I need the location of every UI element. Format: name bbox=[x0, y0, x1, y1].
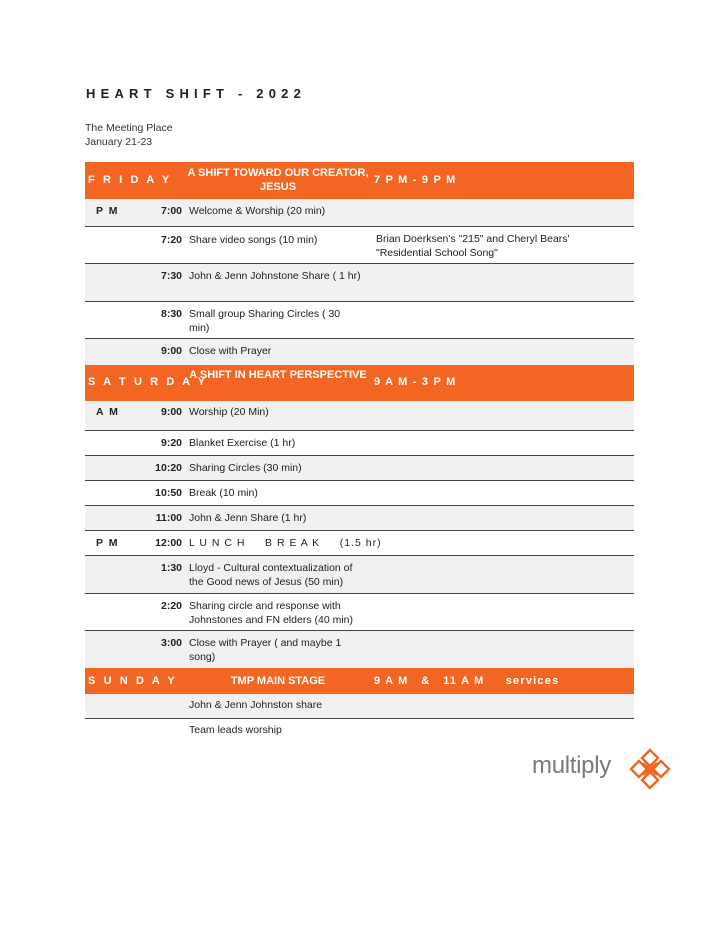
time-cell: 11:00 bbox=[155, 512, 182, 524]
table-row bbox=[85, 264, 634, 302]
theme-saturday: A SHIFT IN HEART PERSPECTIVE bbox=[189, 369, 367, 381]
logo-wordmark: multiply bbox=[532, 752, 611, 779]
ampm-label: P M bbox=[96, 537, 119, 549]
times-sunday: 9 A M & 11 A M services bbox=[374, 675, 560, 687]
table-row bbox=[85, 506, 634, 531]
sunday-header-row bbox=[85, 668, 634, 694]
table-row bbox=[85, 456, 634, 481]
table-row bbox=[85, 631, 634, 668]
event-cell: Sharing Circles (30 min) bbox=[189, 462, 302, 474]
note-cell: Brian Doerksen's "215" and Cheryl Bears' "Residential School Song" bbox=[376, 233, 570, 259]
time-cell: 8:30 bbox=[160, 308, 182, 320]
event-cell: Team leads worship bbox=[189, 724, 282, 736]
table-row bbox=[85, 694, 634, 719]
ampm-label: A M bbox=[96, 406, 120, 418]
table-row bbox=[85, 556, 634, 594]
table-row bbox=[85, 339, 634, 365]
time-cell: 9:00 bbox=[160, 406, 182, 418]
ampm-label: P M bbox=[96, 205, 119, 217]
multiply-lattice-icon bbox=[627, 748, 673, 790]
day-label-saturday: S A T U R D A Y bbox=[88, 376, 208, 388]
table-row bbox=[85, 481, 634, 506]
event-cell: Lloyd - Cultural contextualization of the Good news of Jesus (50 min) bbox=[189, 562, 353, 588]
theme-sunday: TMP MAIN STAGE bbox=[230, 675, 326, 687]
event-dates: January 21-23 bbox=[85, 136, 153, 148]
event-cell: Welcome & Worship (20 min) bbox=[189, 205, 326, 217]
event-cell: John & Jenn Johnstone Share ( 1 hr) bbox=[189, 270, 361, 282]
time-cell: 9:00 bbox=[160, 345, 182, 357]
table-row bbox=[85, 302, 634, 339]
time-cell: 10:50 bbox=[155, 487, 182, 499]
time-cell: 2:20 bbox=[160, 600, 182, 612]
event-cell: Close with Prayer ( and maybe 1 song) bbox=[189, 637, 342, 663]
day-label-friday: F R I D A Y bbox=[88, 174, 172, 186]
day-label-sunday: S U N D A Y bbox=[88, 675, 178, 687]
event-cell: Share video songs (10 min) bbox=[189, 234, 318, 246]
table-row bbox=[85, 594, 634, 631]
times-saturday: 9 A M - 3 P M bbox=[374, 376, 457, 388]
time-cell: 9:20 bbox=[160, 437, 182, 449]
event-cell: Sharing circle and response with Johnstones and FN elders (40 min) bbox=[189, 600, 353, 626]
theme-friday: A SHIFT TOWARD OUR CREATOR, JESUS bbox=[187, 167, 369, 193]
time-cell: 7:30 bbox=[160, 270, 182, 282]
event-cell: Close with Prayer bbox=[189, 345, 272, 357]
time-cell: 7:20 bbox=[160, 234, 182, 246]
document-title: HEART SHIFT - 2022 bbox=[86, 86, 307, 101]
friday-header-row bbox=[85, 162, 634, 199]
saturday-header-row bbox=[85, 365, 634, 401]
times-friday: 7 P M - 9 P M bbox=[374, 174, 457, 186]
table-row bbox=[85, 719, 634, 744]
venue-name: The Meeting Place bbox=[85, 122, 173, 134]
multiply-logo bbox=[532, 746, 674, 792]
table-row bbox=[85, 227, 634, 264]
time-cell: 3:00 bbox=[160, 637, 182, 649]
event-cell: Blanket Exercise (1 hr) bbox=[189, 437, 296, 449]
event-cell: Break (10 min) bbox=[189, 487, 258, 499]
venue-info bbox=[85, 121, 173, 149]
table-row bbox=[85, 401, 634, 431]
event-cell: Worship (20 Min) bbox=[189, 406, 269, 418]
time-cell: 1:30 bbox=[160, 562, 182, 574]
time-cell: 7:00 bbox=[160, 205, 182, 217]
event-cell: L U N C H B R E A K (1.5 hr) bbox=[189, 537, 382, 549]
table-row bbox=[85, 531, 634, 556]
event-cell: John & Jenn Johnston share bbox=[189, 699, 323, 711]
event-cell: Small group Sharing Circles ( 30 min) bbox=[189, 308, 341, 334]
event-cell: John & Jenn Share (1 hr) bbox=[189, 512, 307, 524]
schedule-table bbox=[85, 162, 634, 744]
table-row bbox=[85, 199, 634, 227]
time-cell: 10:20 bbox=[155, 462, 182, 474]
table-row bbox=[85, 431, 634, 456]
time-cell: 12:00 bbox=[155, 537, 182, 549]
